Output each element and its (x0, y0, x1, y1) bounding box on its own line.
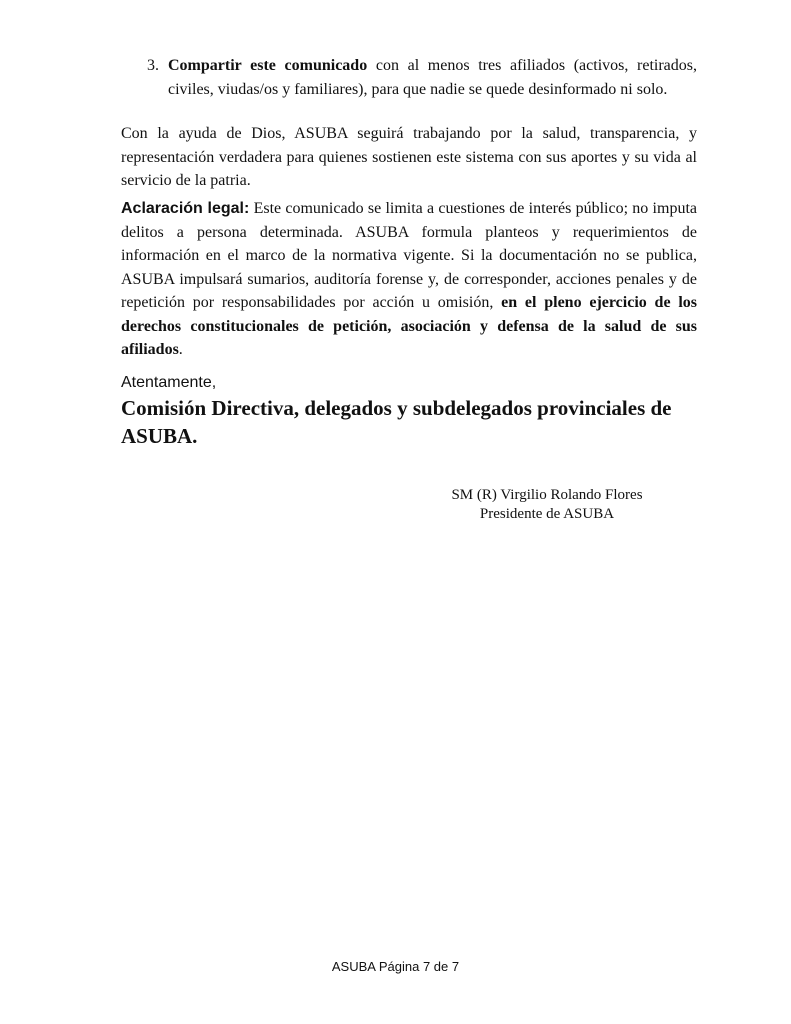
signatory-name: SM (R) Virgilio Rolando Flores (451, 487, 643, 503)
list-item-bold-lead: Compartir este comunicado (168, 57, 368, 74)
legal-text: Este comunicado se limita a cuestiones de interés público; no imputa delitos a persona determinada. ASUBA formula planteos y requerimientos de información en el marco de la normativa vigente. Si la documentación no se publica, ASUBA impulsará sumarios, auditoría forense y, de corresponder, acciones penales y de repetición por responsabilidades por acción u omisión, (121, 200, 697, 311)
page-footer: ASUBA Página 7 de 7 (331, 959, 460, 974)
list-item-text (168, 54, 697, 101)
legal-label: Aclaración legal: (121, 200, 250, 217)
closing-salutation: Atentamente, (121, 374, 217, 391)
signatory-role: Presidente de ASUBA (479, 506, 615, 522)
list-item-share-communique (147, 54, 697, 101)
legal-period: . (178, 341, 183, 358)
closing-commitment-paragraph: Con la ayuda de Dios, ASUBA seguirá trabajando por la salud, transparencia, y representación verdadera para quienes sostienen este sistema con sus aportes y su vida al servicio de la patria. (121, 125, 697, 189)
signatory-title: Comisión Directiva, delegados y subdelegados provinciales de ASUBA. (121, 396, 672, 448)
legal-bold-end: en el pleno ejercicio de los derechos constitucionales de petición, asociación y defensa de la salud de sus afiliados (121, 294, 698, 358)
list-number: 3. (147, 57, 159, 74)
signature-block (432, 486, 662, 524)
legal-disclaimer-paragraph (121, 197, 697, 362)
list-item-body: con al menos tres afiliados (activos, retirados, civiles, viudas/os y familiares), para que nadie se quede desinformado ni solo. (168, 57, 697, 98)
